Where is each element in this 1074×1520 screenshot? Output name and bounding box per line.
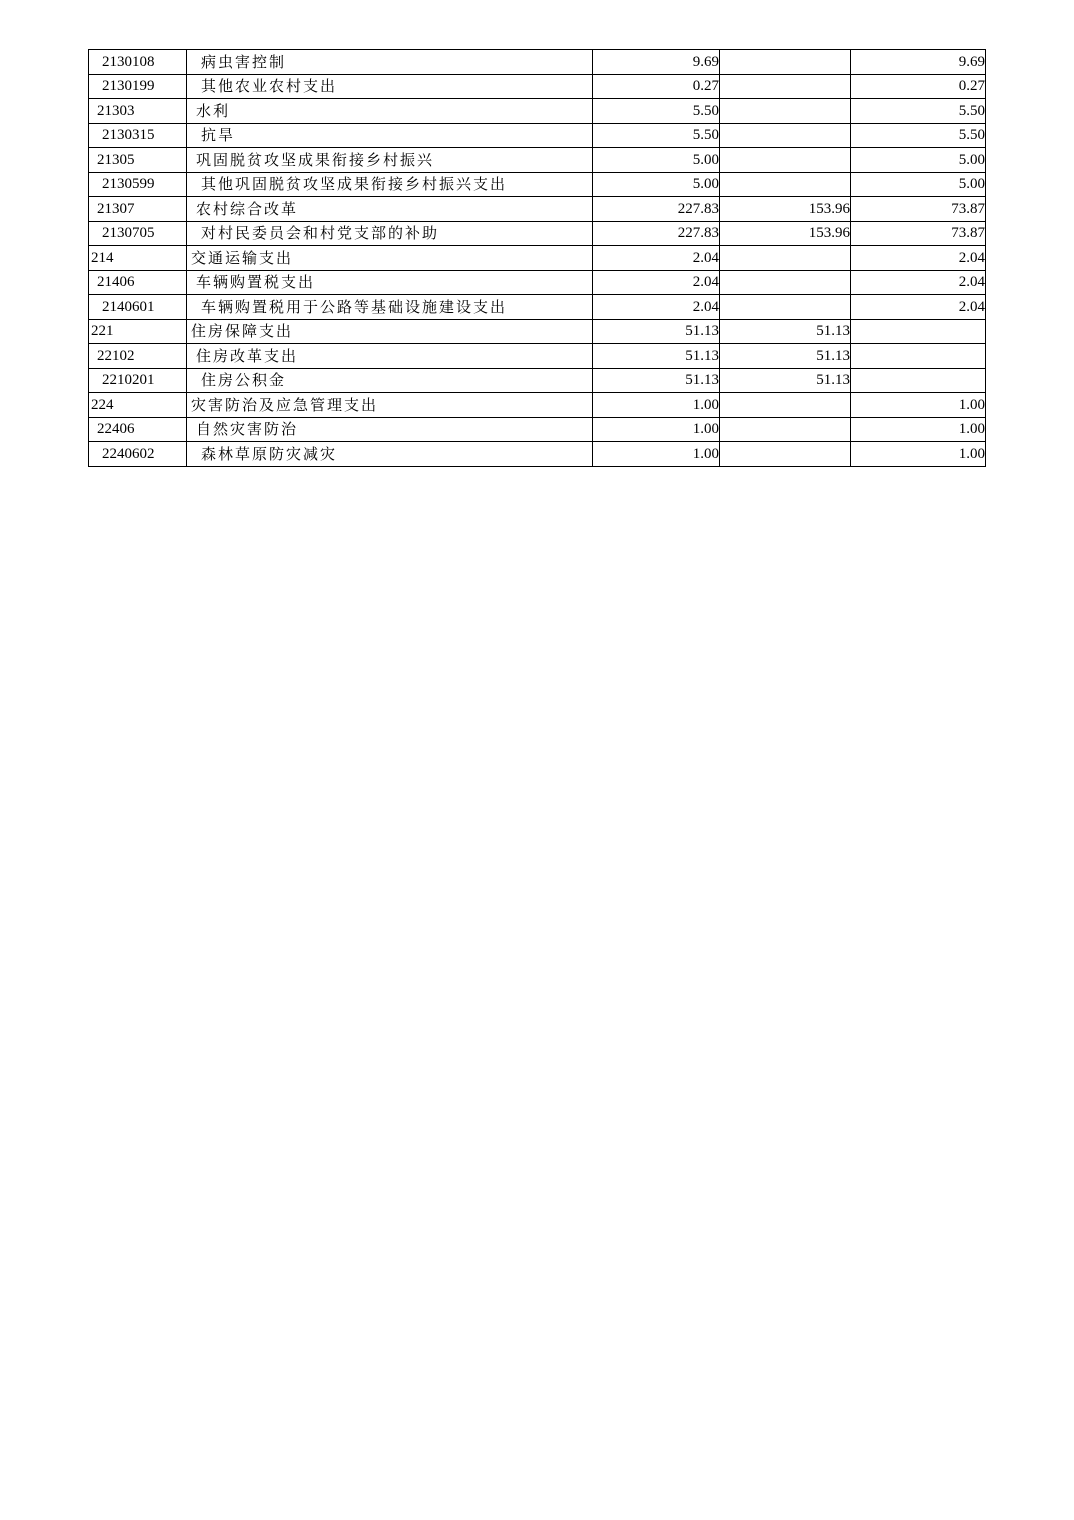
table-row [89, 123, 986, 148]
subject-code-cell: 224 [89, 393, 187, 418]
subject-code-cell: 2130199 [89, 74, 187, 99]
subject-name-cell: 自然灾害防治 [187, 417, 593, 442]
total-amount-cell: 227.83 [593, 197, 720, 222]
table-row [89, 344, 986, 369]
total-amount-cell: 2.04 [593, 295, 720, 320]
project-expenditure-cell: 73.87 [851, 221, 986, 246]
project-expenditure-cell: 5.00 [851, 148, 986, 173]
basic-expenditure-cell [720, 417, 851, 442]
subject-name-cell: 住房改革支出 [187, 344, 593, 369]
project-expenditure-cell: 0.27 [851, 74, 986, 99]
basic-expenditure-cell [720, 74, 851, 99]
subject-name-cell: 巩固脱贫攻坚成果衔接乡村振兴 [187, 148, 593, 173]
subject-name-cell: 住房保障支出 [187, 319, 593, 344]
basic-expenditure-cell [720, 50, 851, 75]
basic-expenditure-cell: 51.13 [720, 319, 851, 344]
table-row [89, 172, 986, 197]
project-expenditure-cell: 1.00 [851, 442, 986, 467]
table-row [89, 295, 986, 320]
basic-expenditure-cell: 51.13 [720, 344, 851, 369]
project-expenditure-cell: 5.00 [851, 172, 986, 197]
project-expenditure-cell: 9.69 [851, 50, 986, 75]
subject-code-cell: 22406 [89, 417, 187, 442]
subject-name-cell: 交通运输支出 [187, 246, 593, 271]
project-expenditure-cell [851, 344, 986, 369]
subject-code-cell: 2130108 [89, 50, 187, 75]
total-amount-cell: 9.69 [593, 50, 720, 75]
total-amount-cell: 0.27 [593, 74, 720, 99]
table-row [89, 197, 986, 222]
table-body [89, 50, 986, 467]
total-amount-cell: 227.83 [593, 221, 720, 246]
subject-name-cell: 车辆购置税用于公路等基础设施建设支出 [187, 295, 593, 320]
total-amount-cell: 1.00 [593, 417, 720, 442]
subject-name-cell: 森林草原防灾减灾 [187, 442, 593, 467]
table-row [89, 442, 986, 467]
basic-expenditure-cell: 51.13 [720, 368, 851, 393]
table-row [89, 148, 986, 173]
basic-expenditure-cell [720, 442, 851, 467]
table-row [89, 221, 986, 246]
basic-expenditure-cell [720, 393, 851, 418]
subject-code-cell: 221 [89, 319, 187, 344]
total-amount-cell: 2.04 [593, 270, 720, 295]
table-row [89, 50, 986, 75]
subject-code-cell: 21406 [89, 270, 187, 295]
total-amount-cell: 5.00 [593, 172, 720, 197]
subject-code-cell: 21305 [89, 148, 187, 173]
total-amount-cell: 5.00 [593, 148, 720, 173]
total-amount-cell: 1.00 [593, 442, 720, 467]
subject-name-cell: 抗旱 [187, 123, 593, 148]
basic-expenditure-cell [720, 246, 851, 271]
subject-name-cell: 对村民委员会和村党支部的补助 [187, 221, 593, 246]
basic-expenditure-cell: 153.96 [720, 221, 851, 246]
subject-code-cell: 2130315 [89, 123, 187, 148]
total-amount-cell: 2.04 [593, 246, 720, 271]
subject-code-cell: 21307 [89, 197, 187, 222]
subject-code-cell: 2140601 [89, 295, 187, 320]
project-expenditure-cell: 1.00 [851, 417, 986, 442]
subject-name-cell: 农村综合改革 [187, 197, 593, 222]
subject-name-cell: 车辆购置税支出 [187, 270, 593, 295]
table-row [89, 368, 986, 393]
basic-expenditure-cell [720, 295, 851, 320]
total-amount-cell: 5.50 [593, 99, 720, 124]
table-row [89, 74, 986, 99]
subject-code-cell: 2130705 [89, 221, 187, 246]
subject-name-cell: 水利 [187, 99, 593, 124]
subject-code-cell: 22102 [89, 344, 187, 369]
basic-expenditure-cell: 153.96 [720, 197, 851, 222]
subject-code-cell: 2210201 [89, 368, 187, 393]
subject-name-cell: 其他巩固脱贫攻坚成果衔接乡村振兴支出 [187, 172, 593, 197]
table-row [89, 99, 986, 124]
total-amount-cell: 51.13 [593, 319, 720, 344]
project-expenditure-cell: 5.50 [851, 99, 986, 124]
subject-code-cell: 2130599 [89, 172, 187, 197]
basic-expenditure-cell [720, 148, 851, 173]
project-expenditure-cell: 2.04 [851, 246, 986, 271]
project-expenditure-cell: 1.00 [851, 393, 986, 418]
project-expenditure-cell [851, 368, 986, 393]
project-expenditure-cell: 2.04 [851, 270, 986, 295]
subject-name-cell: 其他农业农村支出 [187, 74, 593, 99]
project-expenditure-cell: 2.04 [851, 295, 986, 320]
basic-expenditure-cell [720, 99, 851, 124]
table-row [89, 393, 986, 418]
subject-code-cell: 214 [89, 246, 187, 271]
total-amount-cell: 1.00 [593, 393, 720, 418]
basic-expenditure-cell [720, 270, 851, 295]
total-amount-cell: 51.13 [593, 344, 720, 369]
subject-code-cell: 21303 [89, 99, 187, 124]
total-amount-cell: 51.13 [593, 368, 720, 393]
subject-name-cell: 灾害防治及应急管理支出 [187, 393, 593, 418]
subject-name-cell: 病虫害控制 [187, 50, 593, 75]
subject-name-cell: 住房公积金 [187, 368, 593, 393]
table-row [89, 270, 986, 295]
project-expenditure-cell: 73.87 [851, 197, 986, 222]
project-expenditure-cell: 5.50 [851, 123, 986, 148]
total-amount-cell: 5.50 [593, 123, 720, 148]
expenditure-table [88, 49, 986, 467]
basic-expenditure-cell [720, 172, 851, 197]
project-expenditure-cell [851, 319, 986, 344]
table-row [89, 319, 986, 344]
table-row [89, 246, 986, 271]
basic-expenditure-cell [720, 123, 851, 148]
subject-code-cell: 2240602 [89, 442, 187, 467]
table-row [89, 417, 986, 442]
